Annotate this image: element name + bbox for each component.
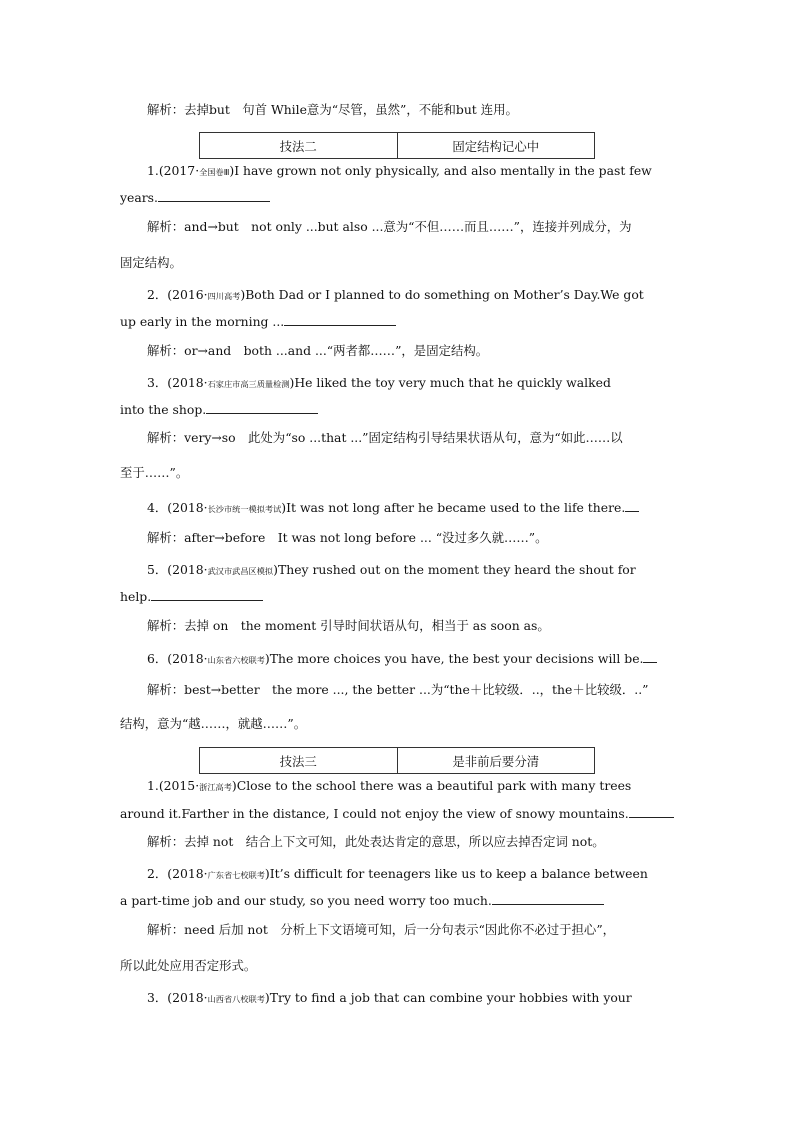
analysis-line: 解析：去掉 on the moment 引导时间状语从句，相当于 as soon as。 <box>147 618 550 633</box>
analysis-line: 解析：and→but not only ...but also ...意为“不但……而且……”，连接并列成分，为 <box>147 219 632 234</box>
technique-header-two <box>199 132 595 159</box>
answer-blank[interactable] <box>625 499 639 512</box>
question-line: help. <box>120 588 674 605</box>
technique-label: 技法三 <box>279 753 317 769</box>
analysis-line: 解析：去掉but 句首 While意为“尽管，虽然”，不能和but 连用。 <box>147 102 518 117</box>
technique-label: 技法二 <box>279 138 317 154</box>
answer-blank[interactable] <box>492 892 604 905</box>
question-line: 1.(2017·全国卷Ⅲ)I have grown not only physically, and also mentally in the past few <box>147 163 652 178</box>
answer-blank[interactable] <box>284 313 396 326</box>
answer-blank[interactable] <box>643 650 657 663</box>
technique-header-three <box>199 747 595 774</box>
question-line: 3．(2018·石家庄市高三质量检测)He liked the toy very much that he quickly walked <box>147 375 611 390</box>
question-line: up early in the morning ... <box>120 313 674 330</box>
analysis-line: 结构，意为“越……，就越……”。 <box>120 716 307 731</box>
analysis-line: 解析：need 后加 not 分析上下文语境可知，后一分句表示“因此你不必过于担心”， <box>147 922 616 937</box>
analysis-line: 解析：去掉 not 结合上下文可知，此处表达肯定的意思，所以应去掉否定词 not。 <box>147 834 605 849</box>
analysis-line: 解析：very→so 此处为“so ...that ...”固定结构引导结果状语从句，意为“如此……以 <box>147 430 623 445</box>
answer-blank[interactable] <box>158 189 270 202</box>
question-line: 2．(2018·广东省七校联考)It’s difficult for teenagers like us to keep a balance between <box>147 866 648 881</box>
answer-blank[interactable] <box>206 401 318 414</box>
question-line: around it.Farther in the distance, I could not enjoy the view of snowy mountains. <box>120 805 674 822</box>
question-line: years. <box>120 189 674 206</box>
question-line: 4．(2018·长沙市统一模拟考试)It was not long after he became used to the life there. <box>147 499 674 517</box>
question-line: a part-time job and our study, so you need worry too much. <box>120 892 674 909</box>
question-line: 5．(2018·武汉市武昌区模拟)They rushed out on the moment they heard the shout for <box>147 562 636 577</box>
analysis-line: 解析：best→better the more ..., the better ...为“the＋比较级．..，the＋比较级．..” <box>147 682 649 697</box>
technique-title: 是非前后要分清 <box>397 748 595 773</box>
analysis-line: 固定结构。 <box>120 255 182 270</box>
question-line: 1.(2015·浙江高考)Close to the school there was a beautiful park with many trees <box>147 778 632 793</box>
analysis-line: 解析：after→before It was not long before ... “没过多久就……”。 <box>147 530 548 545</box>
question-line: into the shop. <box>120 401 674 418</box>
question-line: 3．(2018·山西省八校联考)Try to find a job that can combine your hobbies with your <box>147 990 632 1005</box>
analysis-line: 解析：or→and both ...and ...“两者都……”，是固定结构。 <box>147 343 489 358</box>
answer-blank[interactable] <box>629 805 674 818</box>
analysis-line: 至于……”。 <box>120 465 189 480</box>
analysis-line: 所以此处应用否定形式。 <box>120 958 257 973</box>
technique-title: 固定结构记心中 <box>397 133 595 158</box>
question-line: 6．(2018·山东省六校联考)The more choices you have, the best your decisions will be. <box>147 650 674 668</box>
answer-blank[interactable] <box>151 588 263 601</box>
question-line: 2．(2016·四川高考)Both Dad or I planned to do something on Mother’s Day.We got <box>147 287 644 302</box>
